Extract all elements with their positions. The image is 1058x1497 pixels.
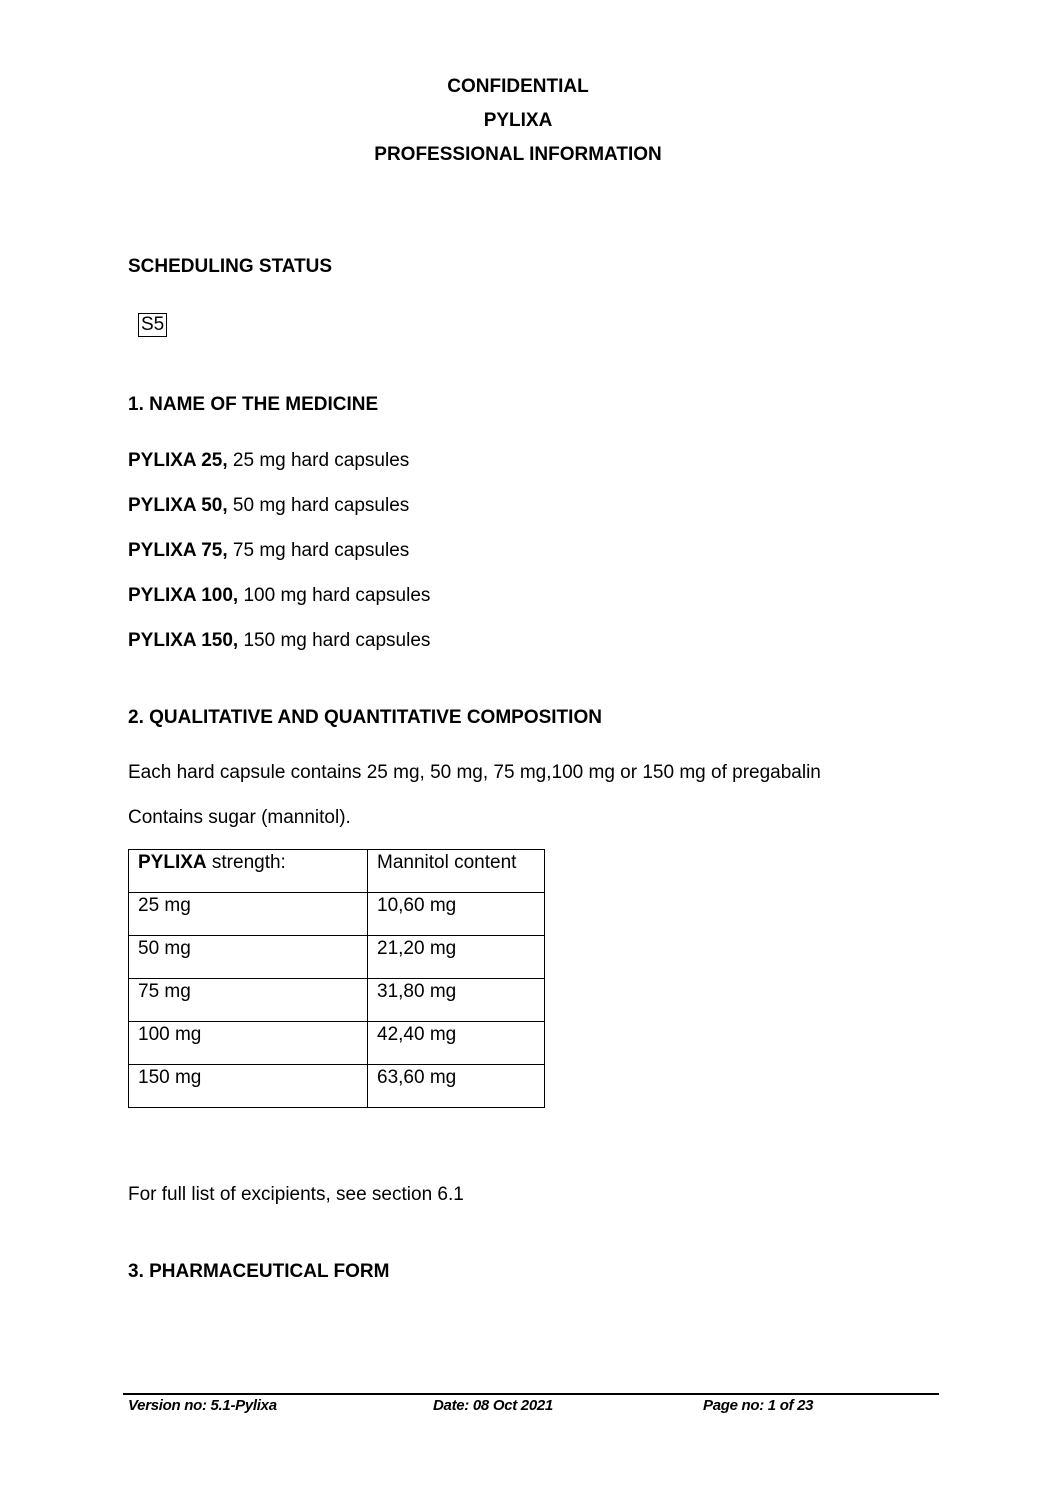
table-header-strength-label: strength:	[206, 852, 286, 873]
excipients-note: For full list of excipients, see section 6.1	[128, 1184, 464, 1205]
strength-cell: 100 mg	[129, 1022, 368, 1065]
table-row	[129, 1022, 545, 1065]
footer-page-number: Page no: 1 of 23	[703, 1397, 814, 1414]
strength-cell: 75 mg	[129, 979, 368, 1022]
section-3-heading: 3. PHARMACEUTICAL FORM	[128, 1261, 390, 1282]
footer-date: Date: 08 Oct 2021	[433, 1397, 553, 1414]
table-header-mannitol: Mannitol content	[368, 850, 545, 893]
mannitol-cell: 10,60 mg	[368, 893, 545, 936]
strength-cell: 150 mg	[129, 1065, 368, 1108]
medicine-name-bold: PYLIXA 50,	[128, 495, 228, 516]
mannitol-cell: 63,60 mg	[368, 1065, 545, 1108]
medicine-name-item	[128, 630, 430, 652]
medicine-name-desc: 100 mg hard capsules	[238, 585, 431, 606]
strength-cell: 25 mg	[129, 893, 368, 936]
sugar-note: Contains sugar (mannitol).	[128, 807, 351, 828]
medicine-name-item	[128, 585, 430, 607]
section-1-heading: 1. NAME OF THE MEDICINE	[128, 394, 379, 415]
scheduling-status-heading: SCHEDULING STATUS	[128, 256, 333, 277]
strength-cell: 50 mg	[129, 936, 368, 979]
schedule-badge: S5	[138, 313, 167, 337]
document-title: PROFESSIONAL INFORMATION	[374, 144, 662, 165]
medicine-name-bold: PYLIXA 100,	[128, 585, 239, 606]
table-header-brand: PYLIXA	[138, 852, 207, 873]
table-header-strength	[129, 850, 368, 893]
section-2-heading: 2. QUALITATIVE AND QUANTITATIVE COMPOSITION	[128, 707, 602, 728]
footer-version: Version no: 5.1-Pylixa	[128, 1397, 277, 1414]
product-title: PYLIXA	[483, 110, 553, 131]
medicine-name-bold: PYLIXA 25,	[128, 450, 228, 471]
table-row	[129, 1065, 545, 1108]
medicine-name-bold: PYLIXA 150,	[128, 630, 239, 651]
mannitol-cell: 21,20 mg	[368, 936, 545, 979]
medicine-name-item	[128, 495, 409, 517]
table-row	[129, 936, 545, 979]
table-row	[129, 893, 545, 936]
mannitol-table	[128, 849, 545, 1108]
medicine-name-item	[128, 450, 409, 472]
confidential-label: CONFIDENTIAL	[447, 76, 589, 97]
medicine-name-desc: 25 mg hard capsules	[227, 450, 410, 471]
medicine-name-desc: 50 mg hard capsules	[227, 495, 410, 516]
medicine-name-bold: PYLIXA 75,	[128, 540, 228, 561]
table-row	[129, 979, 545, 1022]
composition-text: Each hard capsule contains 25 mg, 50 mg, 75 mg,100 mg or 150 mg of pregabalin	[128, 762, 821, 783]
mannitol-cell: 42,40 mg	[368, 1022, 545, 1065]
medicine-name-desc: 75 mg hard capsules	[227, 540, 410, 561]
table-header-row	[129, 850, 545, 893]
medicine-name-item	[128, 540, 409, 562]
mannitol-cell: 31,80 mg	[368, 979, 545, 1022]
footer-divider	[123, 1393, 939, 1395]
medicine-name-desc: 150 mg hard capsules	[238, 630, 431, 651]
